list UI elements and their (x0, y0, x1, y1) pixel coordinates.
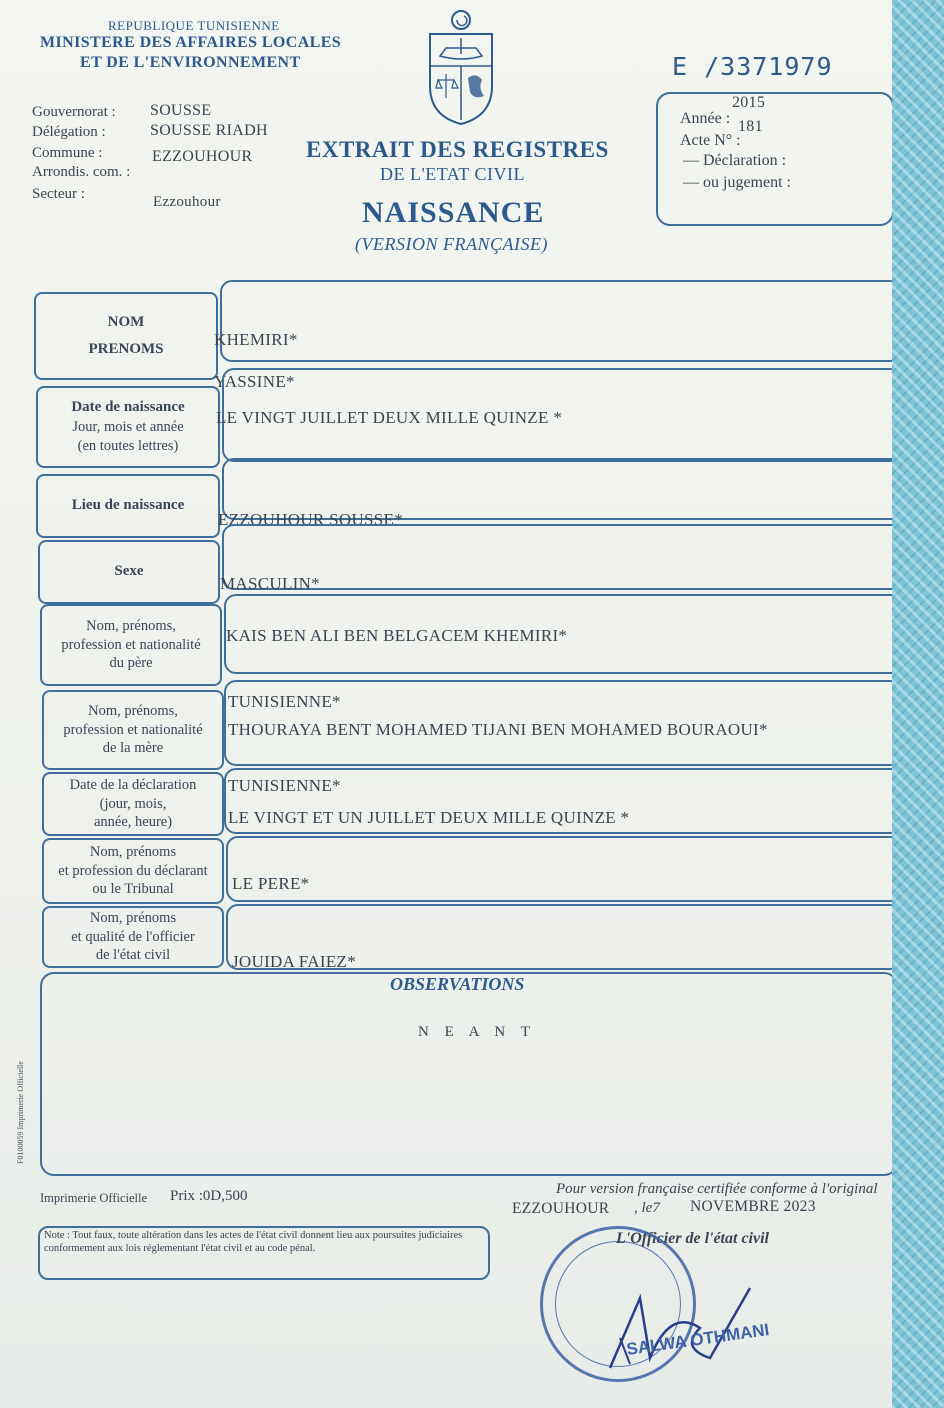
date-prefix: , le7 (634, 1200, 660, 1216)
certified-label: Pour version française certifiée conforme à l'original (556, 1181, 878, 1197)
nom-prenoms-label-cell (34, 292, 218, 380)
date-value: NOVEMBRE 2023 (690, 1198, 816, 1215)
mother-label-3: de la mère (102, 740, 164, 757)
observations-box (40, 972, 898, 1176)
sex-value-cell (222, 524, 904, 590)
declarant-value-cell (226, 836, 902, 902)
delegation-value: SOUSSE RIADH (150, 122, 268, 139)
tunisia-coat-of-arms-icon (424, 8, 498, 128)
version-label: (VERSION FRANÇAISE) (355, 234, 548, 254)
acte-number-label: Acte N° : (680, 132, 741, 149)
birth-place-label: Lieu de naissance (71, 497, 185, 514)
birth-place-value: EZZOUHOUR SOUSSE* (218, 510, 404, 529)
document-type-title: NAISSANCE (362, 196, 545, 229)
mother-value: THOURAYA BENT MOHAMED TIJANI BEN MOHAMED BOURAOUI* (228, 720, 768, 739)
year-label: Année : (680, 110, 731, 127)
observations-title: OBSERVATIONS (390, 974, 525, 994)
declaration-date-value: LE VINGT ET UN JUILLET DEUX MILLE QUINZE * (228, 808, 630, 827)
declarant-value: LE PERE* (232, 874, 310, 893)
secteur-label: Secteur : (32, 186, 85, 202)
side-print-code: F0100059 Imprimerie Officielle (16, 1061, 25, 1164)
security-border (892, 0, 944, 1408)
declarant-label-3: ou le Tribunal (92, 881, 174, 898)
officer-title: L'Officier de l'état civil (616, 1230, 769, 1247)
stamp-name: SALWA OTHMANI (625, 1320, 771, 1359)
father-label-1: Nom, prénoms, (86, 617, 176, 634)
sex-label-cell (38, 540, 220, 604)
year-value: 2015 (732, 94, 766, 111)
mother-nationality: TUNISIENNE* (228, 776, 341, 795)
nom-label: NOM (107, 313, 145, 330)
father-nationality: TUNISIENNE* (228, 692, 341, 711)
jugement-label: — ou jugement : (683, 174, 791, 191)
ministry-line2: ET DE L'ENVIRONNEMENT (80, 54, 301, 71)
nom-value: KHEMIRI* (214, 330, 298, 349)
gouvernorat-label: Gouvernorat : (32, 104, 116, 120)
officer-value: JOUIDA FAIEZ* (232, 952, 356, 971)
arrondissement-label: Arrondis. com. : (32, 164, 131, 180)
observations-value: N E A N T (418, 1024, 536, 1040)
commune-value: EZZOUHOUR (152, 148, 253, 165)
officer-label-3: de l'état civil (95, 947, 171, 964)
ministry-line1: MINISTERE DES AFFAIRES LOCALES (40, 34, 342, 51)
declaration-date-label-2: (jour, mois, (99, 795, 167, 812)
commune-label: Commune : (32, 145, 103, 161)
officer-label-cell (42, 906, 224, 968)
prenoms-label: PRENOMS (88, 341, 164, 357)
officer-label-2: et qualité de l'officier (71, 928, 195, 945)
birth-date-label-cell (36, 386, 220, 468)
gouvernorat-value: SOUSSE (150, 102, 212, 119)
declaration-label: — Déclaration : (683, 152, 787, 169)
declaration-date-label-3: année, heure) (93, 814, 173, 831)
price-label: Prix :0D,500 (170, 1188, 248, 1204)
father-value: KAIS BEN ALI BEN BELGACEM KHEMIRI* (226, 626, 568, 645)
declarant-label-1: Nom, prénoms (89, 843, 177, 860)
father-label-3: du père (109, 655, 153, 672)
father-label-2: profession et nationalité (61, 636, 201, 653)
reference-number: E /3371979 (672, 52, 833, 81)
imprimerie-label: Imprimerie Officielle (40, 1191, 148, 1205)
registry-title: EXTRAIT DES REGISTRES (306, 137, 609, 162)
birth-place-label-cell (36, 474, 220, 538)
declarant-label-cell (42, 838, 224, 904)
birth-date-label-1: Date de naissance (71, 399, 185, 416)
sex-label: Sexe (114, 563, 144, 580)
nom-value-cell (220, 280, 902, 362)
registry-subtitle: DE L'ETAT CIVIL (380, 164, 525, 184)
legal-note: Note : Tout faux, toute altération dans les actes de l'état civil donnent lieu aux poursuites judiciaires conformement aux lois réglementant l'état civil et au code pénal. (44, 1230, 463, 1254)
acte-number-value: 181 (738, 118, 763, 135)
birth-date-label-3: (en toutes lettres) (77, 437, 179, 454)
mother-label-cell (42, 690, 224, 770)
declaration-date-label-1: Date de la déclaration (69, 776, 197, 793)
birth-date-label-2: Jour, mois et année (72, 418, 184, 435)
mother-label-1: Nom, prénoms, (88, 702, 178, 719)
place-value: EZZOUHOUR (512, 1200, 610, 1217)
mother-label-2: profession et nationalité (63, 721, 203, 738)
father-label-cell (40, 604, 222, 686)
officer-label-1: Nom, prénoms (89, 909, 177, 926)
declarant-label-2: et profession du déclarant (58, 862, 208, 879)
secteur-value: Ezzouhour (153, 194, 221, 210)
republic-label: REPUBLIQUE TUNISIENNE (108, 18, 280, 33)
sex-value: MASCULIN* (220, 574, 320, 593)
delegation-label: Délégation : (32, 124, 106, 140)
birth-date-value: LE VINGT JUILLET DEUX MILLE QUINZE * (216, 408, 563, 427)
declaration-date-label-cell (42, 772, 224, 836)
prenoms-value: YASSINE* (214, 372, 295, 391)
